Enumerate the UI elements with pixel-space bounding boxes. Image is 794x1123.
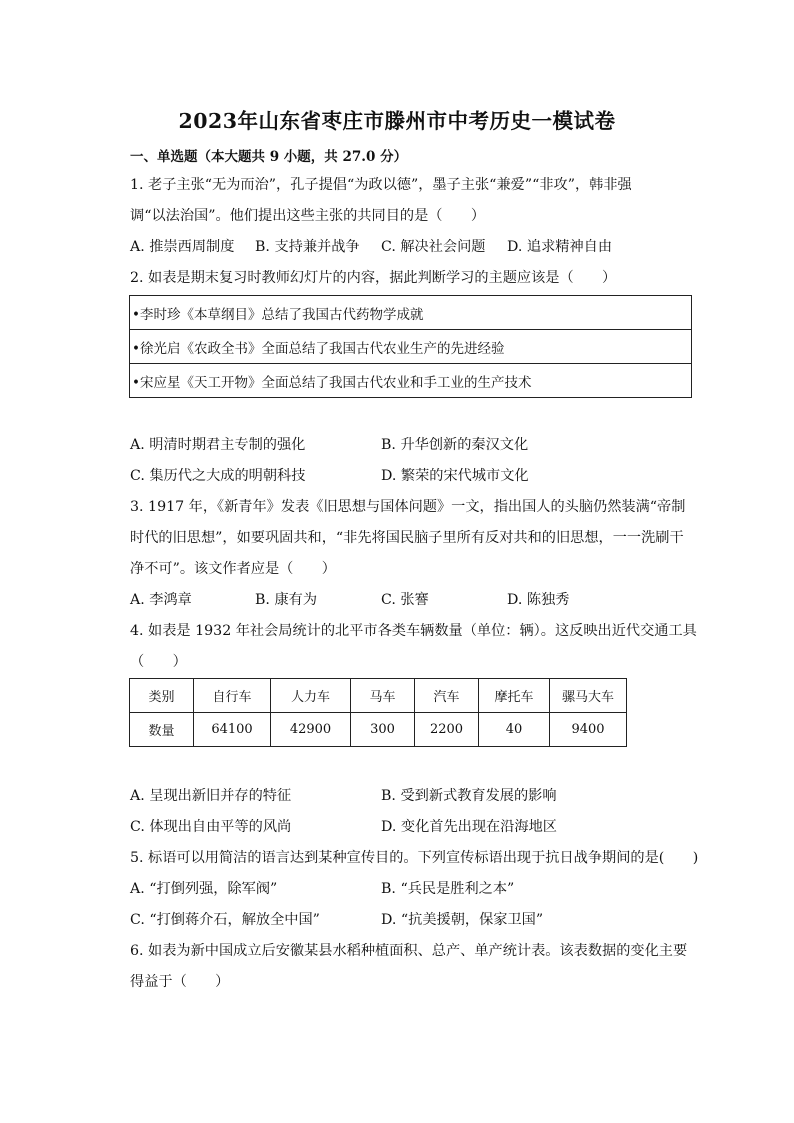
q2-slide-row-3: •宋应星《天工开物》全面总结了我国古代农业和手工业的生产技术 [130, 364, 692, 398]
q5-option-d: D. “抗美援朝，保家卫国” [381, 912, 544, 928]
q3-stem-line3: 净不可”。该文作者应是（ ） [130, 561, 336, 577]
q2-stem-line1: 2. 如表是期末复习时教师幻灯片的内容，据此判断学习的主题应该是（ ） [130, 270, 617, 286]
table-cell: 数量 [130, 713, 194, 747]
exam-title: 2023年山东省枣庄市滕州市中考历史一模试卷 [178, 109, 616, 133]
q1-option-b: B. 支持兼并战争 [255, 239, 360, 255]
table-cell: 2200 [415, 713, 479, 747]
table-row [130, 330, 692, 364]
q4-vehicle-table [129, 678, 627, 747]
q2-slide-row-1: •李时珍《本草纲目》总结了我国古代药物学成就 [130, 296, 692, 330]
section-heading: 一、单选题（本大题共 9 小题，共 27.0 分） [130, 149, 408, 165]
q1-stem-line1: 1. 老子主张“无为而治”，孔子提倡“为政以德”，墨子主张“兼爱”“非攻”，韩非强 [130, 177, 632, 193]
q2-slide-row-2: •徐光启《农政全书》全面总结了我国古代农业生产的先进经验 [130, 330, 692, 364]
q2-option-a: A. 明清时期君主专制的强化 [130, 437, 306, 453]
q3-stem-line1: 3. 1917 年，《新青年》发表《旧思想与国体问题》一文，指出国人的头脑仍然装满“帝制 [130, 499, 686, 515]
q4-option-a: A. 呈现出新旧并存的特征 [130, 788, 292, 804]
q2-option-c: C. 集历代之大成的明朝科技 [130, 468, 306, 484]
q2-option-b: B. 升华创新的秦汉文化 [381, 437, 529, 453]
q4-option-b: B. 受到新式教育发展的影响 [381, 788, 557, 804]
table-cell: 300 [351, 713, 415, 747]
q4-stem-line2: （ ） [130, 654, 187, 670]
table-header-cell: 自行车 [194, 679, 271, 713]
q5-stem-line1: 5. 标语可以用简洁的语言达到某种宣传目的。下列宣传标语出现于抗日战争期间的是( ) [130, 850, 699, 866]
table-row [130, 713, 627, 747]
q6-stem-line1: 6. 如表为新中国成立后安徽某县水稻种植面积、总产、单产统计表。该表数据的变化主要 [130, 943, 688, 959]
q3-stem-line2: 时代的旧思想”，如要巩固共和，“非先将国民脑子里所有反对共和的旧思想，一一洗刷干 [130, 530, 684, 546]
q2-option-d: D. 繁荣的宋代城市文化 [381, 468, 529, 484]
q4-option-c: C. 体现出自由平等的风尚 [130, 819, 292, 835]
table-row [130, 364, 692, 398]
q3-option-b: B. 康有为 [255, 592, 318, 608]
table-header-cell: 类别 [130, 679, 194, 713]
q6-stem-line2: 得益于（ ） [130, 974, 230, 990]
table-header-cell: 摩托车 [479, 679, 550, 713]
q1-stem-line2: 调“以法治国”。他们提出这些主张的共同目的是（ ） [130, 208, 486, 224]
table-header-cell: 人力车 [271, 679, 351, 713]
q4-stem-line1: 4. 如表是 1932 年社会局统计的北平市各类车辆数量（单位：辆）。这反映出近代交通工具 [130, 623, 697, 639]
table-cell: 40 [479, 713, 550, 747]
q3-option-c: C. 张謇 [381, 592, 429, 608]
table-cell: 42900 [271, 713, 351, 747]
table-header-cell: 骡马大车 [550, 679, 627, 713]
q1-option-c: C. 解决社会问题 [381, 239, 486, 255]
table-header-cell: 汽车 [415, 679, 479, 713]
q5-option-a: A. “打倒列强，除军阀” [130, 881, 278, 897]
q2-slide-table [129, 295, 692, 398]
q3-option-d: D. 陈独秀 [507, 592, 570, 608]
q1-option-d: D. 追求精神自由 [507, 239, 613, 255]
table-cell: 64100 [194, 713, 271, 747]
table-header-row [130, 679, 627, 713]
table-cell: 9400 [550, 713, 627, 747]
table-row [130, 296, 692, 330]
q4-option-d: D. 变化首先出现在沿海地区 [381, 819, 557, 835]
q5-option-c: C. “打倒蒋介石，解放全中国” [130, 912, 320, 928]
q3-option-a: A. 李鸿章 [130, 592, 192, 608]
table-header-cell: 马车 [351, 679, 415, 713]
q5-option-b: B. “兵民是胜利之本” [381, 881, 515, 897]
q1-option-a: A. 推崇西周制度 [130, 239, 235, 255]
